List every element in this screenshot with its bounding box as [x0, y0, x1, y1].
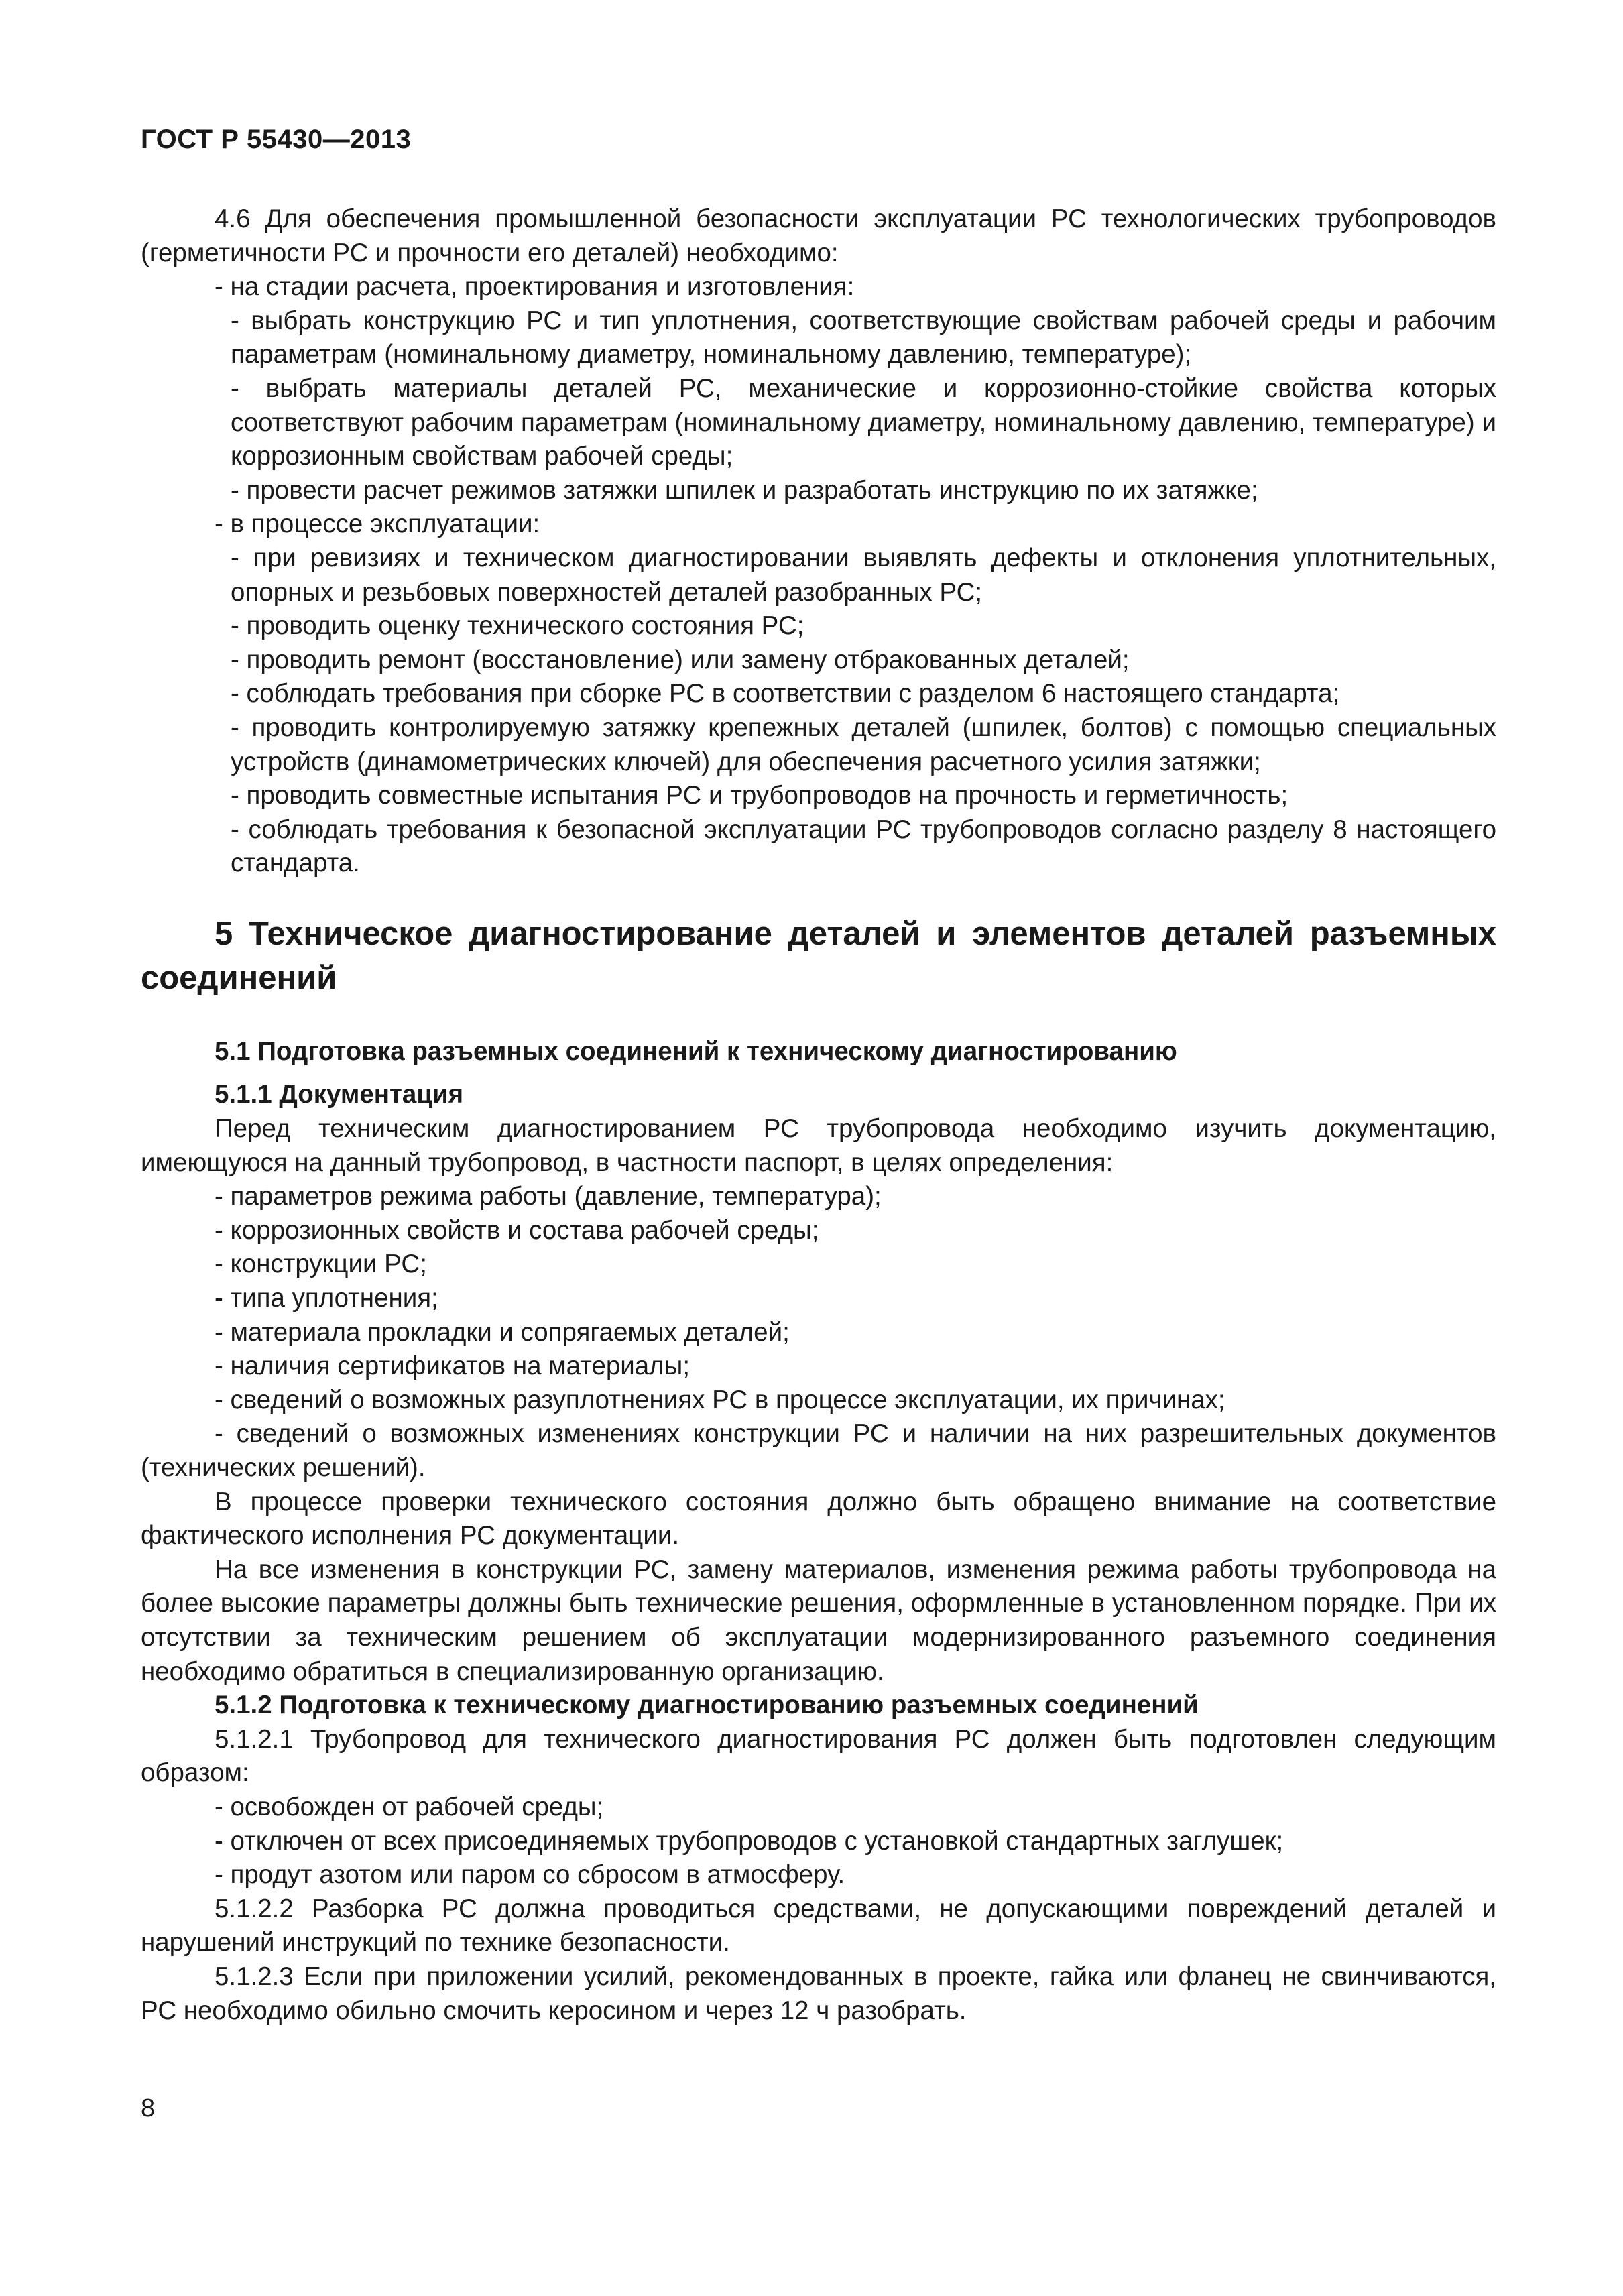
- subsection-5-1-title: 5.1 Подготовка разъемных соединений к техническому диагностированию: [215, 1036, 1177, 1066]
- documentation-item: - сведений о возможных разуплотнениях РС в процессе эксплуатации, их причинах;: [215, 1385, 1225, 1414]
- operation-item: - при ревизиях и техническом диагностировании выявлять дефекты и отклонения уплотнительных, опорных и резьбовых поверхностей деталей разобранных РС;: [231, 543, 1496, 607]
- operation-item: - проводить ремонт (восстановление) или замену отбракованных деталей;: [231, 645, 1130, 674]
- preparation-item: - отключен от всех присоединяемых трубопроводов с установкой стандартных заглушек;: [215, 1826, 1284, 1856]
- documentation-item: - коррозионных свойств и состава рабочей среды;: [215, 1215, 819, 1245]
- documentation-item: - типа уплотнения;: [215, 1284, 438, 1313]
- page-body: [141, 202, 1496, 2028]
- documentation-intro: Перед техническим диагностированием РС трубопровода необходимо изучить документацию, имеющуюся на данный трубопровод, в частности паспорт, в целях определения:: [141, 1114, 1496, 1177]
- documentation-item: - наличия сертификатов на материалы;: [215, 1351, 690, 1381]
- operation-item: - проводить оценку технического состояния РС;: [231, 611, 804, 641]
- design-item: - выбрать материалы деталей РС, механические и коррозионно-стойкие свойства которых соответствуют рабочим параметрам (номинальному диаметру, номинальному давлению, температуре) и коррозионным свойствам рабочей среды;: [231, 373, 1496, 471]
- clause-5-1-2-1: 5.1.2.1 Трубопровод для технического диагностирования РС должен быть подготовлен следующим образом:: [141, 1724, 1496, 1788]
- stage-operation-heading: - в процессе эксплуатации:: [215, 509, 540, 539]
- clause-5-1-2-3: 5.1.2.3 Если при приложении усилий, рекомендованных в проекте, гайка или фланец не свинчиваются, РС необходимо обильно смочить керосином и через 12 ч разобрать.: [141, 1961, 1496, 2025]
- standard-code-header: ГОСТ Р 55430—2013: [141, 125, 412, 154]
- documentation-item: - сведений о возможных изменениях конструкции РС и наличии на них разрешительных документов (технических решений).: [141, 1419, 1496, 1482]
- preparation-item: - освобожден от рабочей среды;: [215, 1792, 604, 1821]
- documentation-paragraph: В процессе проверки технического состояния должно быть обращено внимание на соответствие фактического исполнения РС документации.: [141, 1487, 1496, 1551]
- operation-item: - соблюдать требования к безопасной эксплуатации РС трубопроводов согласно разделу 8 настоящего стандарта.: [231, 814, 1496, 878]
- clause-5-1-2-2: 5.1.2.2 Разборка РС должна проводиться средствами, не допускающими повреждений деталей и нарушений инструкций по технике безопасности.: [141, 1894, 1496, 1957]
- subsection-5-1-2-title: 5.1.2 Подготовка к техническому диагностированию разъемных соединений: [215, 1691, 1199, 1720]
- documentation-item: - параметров режима работы (давление, температура);: [215, 1182, 882, 1211]
- subsection-5-1-1-title: 5.1.1 Документация: [215, 1080, 464, 1109]
- section-5-title: 5 Техническое диагностирование деталей и элементов деталей разъемных соединений: [141, 915, 1496, 996]
- operation-item: - проводить контролируемую затяжку крепежных деталей (шпилек, болтов) с помощью специальных устройств (динамометрических ключей) для обеспечения расчетного усилия затяжки;: [231, 713, 1496, 776]
- design-item: - выбрать конструкцию РС и тип уплотнения, соответствующие свойствам рабочей среды и рабочим параметрам (номинальному диаметру, номинальному давлению, температуре);: [231, 306, 1496, 369]
- operation-item: - соблюдать требования при сборке РС в соответствии с разделом 6 настоящего стандарта;: [231, 679, 1340, 709]
- design-item: - провести расчет режимов затяжки шпилек и разработать инструкцию по их затяжке;: [231, 475, 1258, 505]
- page-number: 8: [141, 2094, 156, 2122]
- operation-item: - проводить совместные испытания РС и трубопроводов на прочность и герметичность;: [231, 781, 1288, 810]
- documentation-paragraph: На все изменения в конструкции РС, замену материалов, изменения режима работы трубопровода на более высокие параметры должны быть технические решения, оформленные в установленном порядке. При их отсутствии за техническим решением об эксплуатации модернизированного разъемного соединения необходимо обратиться в специализированную организацию.: [141, 1555, 1496, 1686]
- clause-4-6-intro: 4.6 Для обеспечения промышленной безопасности эксплуатации РС технологических трубопроводов (герметичности РС и прочности его деталей) необходимо:: [141, 204, 1496, 267]
- stage-design-heading: - на стадии расчета, проектирования и изготовления:: [215, 272, 855, 302]
- documentation-item: - материала прокладки и сопрягаемых деталей;: [215, 1317, 790, 1347]
- preparation-item: - продут азотом или паром со сбросом в атмосферу.: [215, 1860, 845, 1890]
- documentation-item: - конструкции РС;: [215, 1250, 427, 1279]
